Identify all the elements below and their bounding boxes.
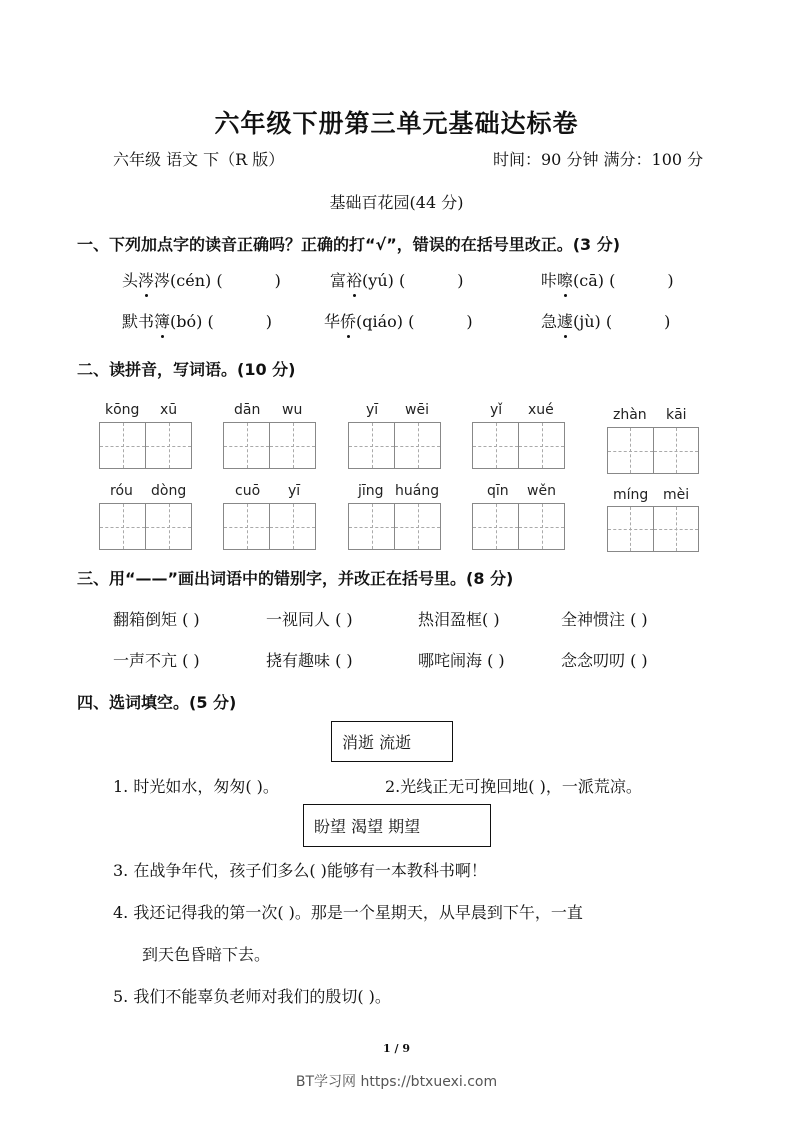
writing-grid[interactable] xyxy=(607,427,699,474)
grid-cell[interactable] xyxy=(100,504,146,549)
dotted-char: 裕 xyxy=(346,268,362,291)
item-text: 华 xyxy=(324,312,341,331)
grid-cell[interactable] xyxy=(395,504,440,549)
pinyin-item-6 xyxy=(541,309,670,332)
pinyin-label: yī xyxy=(288,483,301,499)
item-pinyin: (cā) ( xyxy=(573,271,616,290)
writing-grid[interactable] xyxy=(348,422,441,469)
section2-heading: 二、读拼音，写词语。(10 分) xyxy=(77,360,296,379)
typo-item: 热泪盈框( ) xyxy=(418,610,500,629)
grid-cell[interactable] xyxy=(146,423,191,468)
item-close: ) xyxy=(274,271,281,290)
typo-item: 一视同人 ( ) xyxy=(266,610,353,629)
pinyin-label: zhàn xyxy=(613,407,647,423)
writing-grid[interactable] xyxy=(99,422,192,469)
item-text: 涔 xyxy=(154,271,171,290)
grid-cell[interactable] xyxy=(224,423,270,468)
item-close: ) xyxy=(466,312,473,331)
section1-heading: 一、下列加点字的读音正确吗？正确的打“√”，错误的在括号里改正。(3 分) xyxy=(77,235,621,254)
typo-item: 哪咤闹海 ( ) xyxy=(418,651,505,670)
fill-question-3: 3. 在战争年代，孩子们多么( )能够有一本教科书啊！ xyxy=(113,861,487,880)
typo-item: 念念叨叨 ( ) xyxy=(561,651,648,670)
pinyin-label: míng xyxy=(613,487,649,503)
page-number: 1 / 9 xyxy=(383,1042,410,1055)
pinyin-label: wēi xyxy=(405,402,429,418)
typo-item: 一声不亢 ( ) xyxy=(113,651,200,670)
pinyin-label: kōng xyxy=(105,402,140,418)
fill-question-4-cont: 到天色昏暗下去。 xyxy=(142,945,271,964)
item-text: 头 xyxy=(122,271,139,290)
grid-cell[interactable] xyxy=(100,423,146,468)
grid-cell[interactable] xyxy=(395,423,440,468)
item-close: ) xyxy=(265,312,272,331)
item-pinyin: (qiáo) ( xyxy=(356,312,415,331)
word-choice-box: 盼望 渴望 期望 xyxy=(303,804,491,847)
grid-cell[interactable] xyxy=(270,504,315,549)
part-title: 基础百花园(44 分) xyxy=(329,193,464,212)
time-score: 时间：90 分钟 满分：100 分 xyxy=(493,150,704,169)
fill-question-5: 5. 我们不能辜负老师对我们的殷切( )。 xyxy=(113,987,391,1006)
item-pinyin: (jù) ( xyxy=(573,312,613,331)
pinyin-label: xū xyxy=(160,402,178,418)
pinyin-label: wěn xyxy=(527,483,556,499)
dotted-char: 侨 xyxy=(340,309,356,332)
writing-grid[interactable] xyxy=(607,506,699,552)
pinyin-label: jīng xyxy=(358,483,384,499)
grid-cell[interactable] xyxy=(654,507,699,551)
typo-item: 翻箱倒矩 ( ) xyxy=(113,610,200,629)
dotted-char: 簿 xyxy=(154,309,170,332)
dotted-char: 遽 xyxy=(557,309,573,332)
pinyin-label: mèi xyxy=(663,487,690,503)
item-text: 默书 xyxy=(122,312,155,331)
pinyin-item-4 xyxy=(122,309,272,332)
item-close: ) xyxy=(664,312,671,331)
pinyin-item-5 xyxy=(324,309,473,332)
grid-cell[interactable] xyxy=(608,428,654,473)
writing-grid[interactable] xyxy=(348,503,441,550)
pinyin-item-2 xyxy=(330,268,463,291)
writing-grid[interactable] xyxy=(472,503,565,550)
word-choice-box: 消逝 流逝 xyxy=(331,721,453,762)
pinyin-label: qīn xyxy=(487,483,509,499)
grid-cell[interactable] xyxy=(349,423,395,468)
pinyin-item-3 xyxy=(541,268,674,291)
page-title: 六年级下册第三单元基础达标卷 xyxy=(214,109,579,138)
section4-heading: 四、选词填空。(5 分) xyxy=(77,693,237,712)
writing-grid[interactable] xyxy=(472,422,565,469)
grid-cell[interactable] xyxy=(349,504,395,549)
grid-cell[interactable] xyxy=(654,428,699,473)
pinyin-label: xué xyxy=(528,402,554,418)
item-pinyin: (bó) ( xyxy=(170,312,214,331)
typo-item: 全神惯注 ( ) xyxy=(561,610,648,629)
grid-cell[interactable] xyxy=(608,507,654,551)
pinyin-label: róu xyxy=(110,483,133,499)
pinyin-label: dān xyxy=(234,402,261,418)
item-close: ) xyxy=(667,271,674,290)
pinyin-label: wu xyxy=(282,402,303,418)
grade-subject: 六年级 语文 下（R 版） xyxy=(113,150,285,169)
item-text: 富 xyxy=(330,271,347,290)
writing-grid[interactable] xyxy=(223,503,316,550)
fill-question-1: 1. 时光如水，匆匆( )。 xyxy=(113,777,279,796)
pinyin-label: kāi xyxy=(666,407,687,423)
grid-cell[interactable] xyxy=(146,504,191,549)
site-watermark: BT学习网 https://btxuexi.com xyxy=(295,1074,498,1090)
grid-cell[interactable] xyxy=(270,423,315,468)
grid-cell[interactable] xyxy=(519,423,564,468)
section3-heading: 三、用“——”画出词语中的错别字，并改正在括号里。(8 分) xyxy=(77,569,514,588)
item-text: 咔 xyxy=(541,271,558,290)
writing-grid[interactable] xyxy=(99,503,192,550)
item-text: 急 xyxy=(541,312,558,331)
dotted-char: 嚓 xyxy=(557,268,573,291)
fill-question-2: 2.光线正无可挽回地( )，一派荒凉。 xyxy=(385,777,642,796)
item-pinyin: (yú) ( xyxy=(362,271,406,290)
pinyin-label: yī xyxy=(366,402,379,418)
item-close: ) xyxy=(457,271,464,290)
writing-grid[interactable] xyxy=(223,422,316,469)
pinyin-item-1 xyxy=(122,268,281,291)
grid-cell[interactable] xyxy=(519,504,564,549)
grid-cell[interactable] xyxy=(473,504,519,549)
dotted-char: 涔 xyxy=(138,268,154,291)
grid-cell[interactable] xyxy=(224,504,270,549)
pinyin-label: yǐ xyxy=(490,402,503,418)
fill-question-4: 4. 我还记得我的第一次( )。那是一个星期天，从早晨到下午，一直 xyxy=(113,903,583,922)
pinyin-label: huáng xyxy=(395,483,440,499)
typo-item: 挠有趣味 ( ) xyxy=(266,651,353,670)
grid-cell[interactable] xyxy=(473,423,519,468)
item-pinyin: (cén) ( xyxy=(170,271,223,290)
pinyin-label: dòng xyxy=(151,483,187,499)
pinyin-label: cuō xyxy=(235,483,261,499)
